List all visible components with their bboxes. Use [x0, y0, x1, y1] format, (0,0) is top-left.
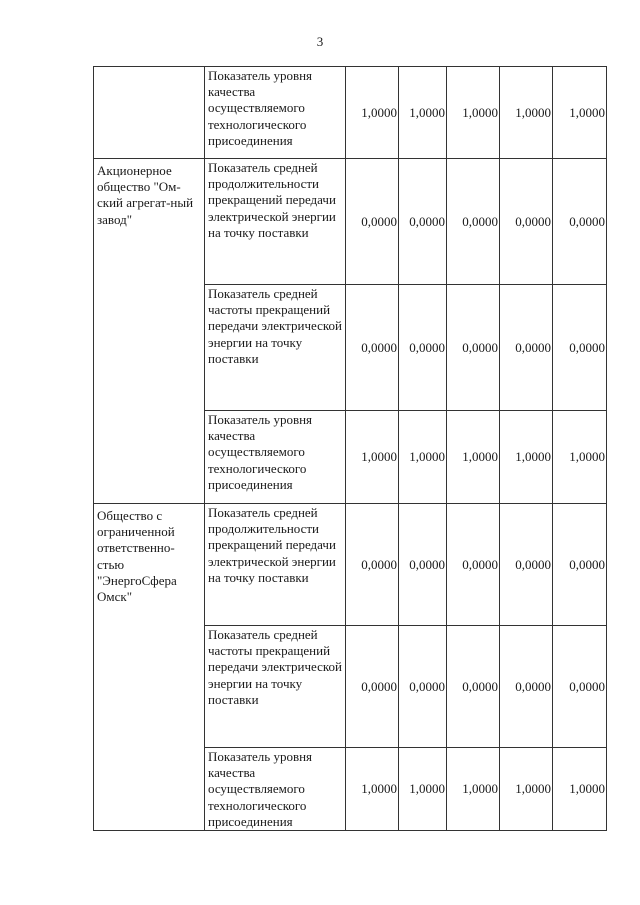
value-cell: 0,0000 [553, 159, 607, 285]
value-cell: 1,0000 [500, 748, 553, 831]
value-cell: 1,0000 [399, 411, 447, 504]
value-cell: 0,0000 [399, 159, 447, 285]
value-cell: 1,0000 [553, 748, 607, 831]
value-cell: 0,0000 [500, 159, 553, 285]
value-cell: 0,0000 [346, 626, 399, 748]
value-cell: 1,0000 [447, 411, 500, 504]
organization-cell: Акционерное общество "Ом-ский агрегат-ный завод" [94, 159, 205, 504]
indicator-cell: Показатель уровня качества осуществляемого технологического присоединения [205, 748, 346, 831]
value-cell: 1,0000 [346, 411, 399, 504]
page-number: 3 [316, 34, 324, 49]
value-cell: 0,0000 [500, 504, 553, 626]
organization-cell: Общество с ограниченной ответственно-стью "ЭнергоСфера Омск" [94, 504, 205, 831]
value-cell: 1,0000 [447, 748, 500, 831]
value-cell: 0,0000 [447, 504, 500, 626]
indicator-cell: Показатель уровня качества осуществляемого технологического присоединения [205, 411, 346, 504]
value-cell: 1,0000 [553, 67, 607, 159]
indicator-cell: Показатель средней продолжительности прекращений передачи электрической энергии на точку поставки [205, 504, 346, 626]
value-cell: 0,0000 [346, 285, 399, 411]
value-cell: 1,0000 [500, 411, 553, 504]
value-cell: 1,0000 [346, 748, 399, 831]
value-cell: 0,0000 [399, 626, 447, 748]
value-cell: 1,0000 [346, 67, 399, 159]
table-row [94, 67, 607, 159]
indicator-cell: Показатель средней частоты прекращений передачи электрической энергии на точку поставки [205, 626, 346, 748]
value-cell: 0,0000 [447, 626, 500, 748]
value-cell: 0,0000 [500, 285, 553, 411]
indicator-cell: Показатель средней частоты прекращений передачи электрической энергии на точку поставки [205, 285, 346, 411]
value-cell: 1,0000 [553, 411, 607, 504]
table-row [94, 504, 607, 626]
value-cell: 0,0000 [553, 504, 607, 626]
value-cell: 0,0000 [553, 626, 607, 748]
value-cell: 0,0000 [447, 159, 500, 285]
value-cell: 0,0000 [553, 285, 607, 411]
value-cell: 0,0000 [500, 626, 553, 748]
value-cell: 0,0000 [346, 159, 399, 285]
organization-cell-empty [94, 67, 205, 159]
value-cell: 1,0000 [399, 748, 447, 831]
value-cell: 0,0000 [399, 504, 447, 626]
value-cell: 0,0000 [399, 285, 447, 411]
value-cell: 0,0000 [346, 504, 399, 626]
value-cell: 0,0000 [447, 285, 500, 411]
value-cell: 1,0000 [447, 67, 500, 159]
indicator-cell: Показатель средней продолжительности прекращений передачи электрической энергии на точку поставки [205, 159, 346, 285]
indicator-cell: Показатель уровня качества осуществляемого технологического присоединения [205, 67, 346, 159]
table-row [94, 159, 607, 285]
value-cell: 1,0000 [399, 67, 447, 159]
indicators-table [93, 66, 607, 831]
value-cell: 1,0000 [500, 67, 553, 159]
